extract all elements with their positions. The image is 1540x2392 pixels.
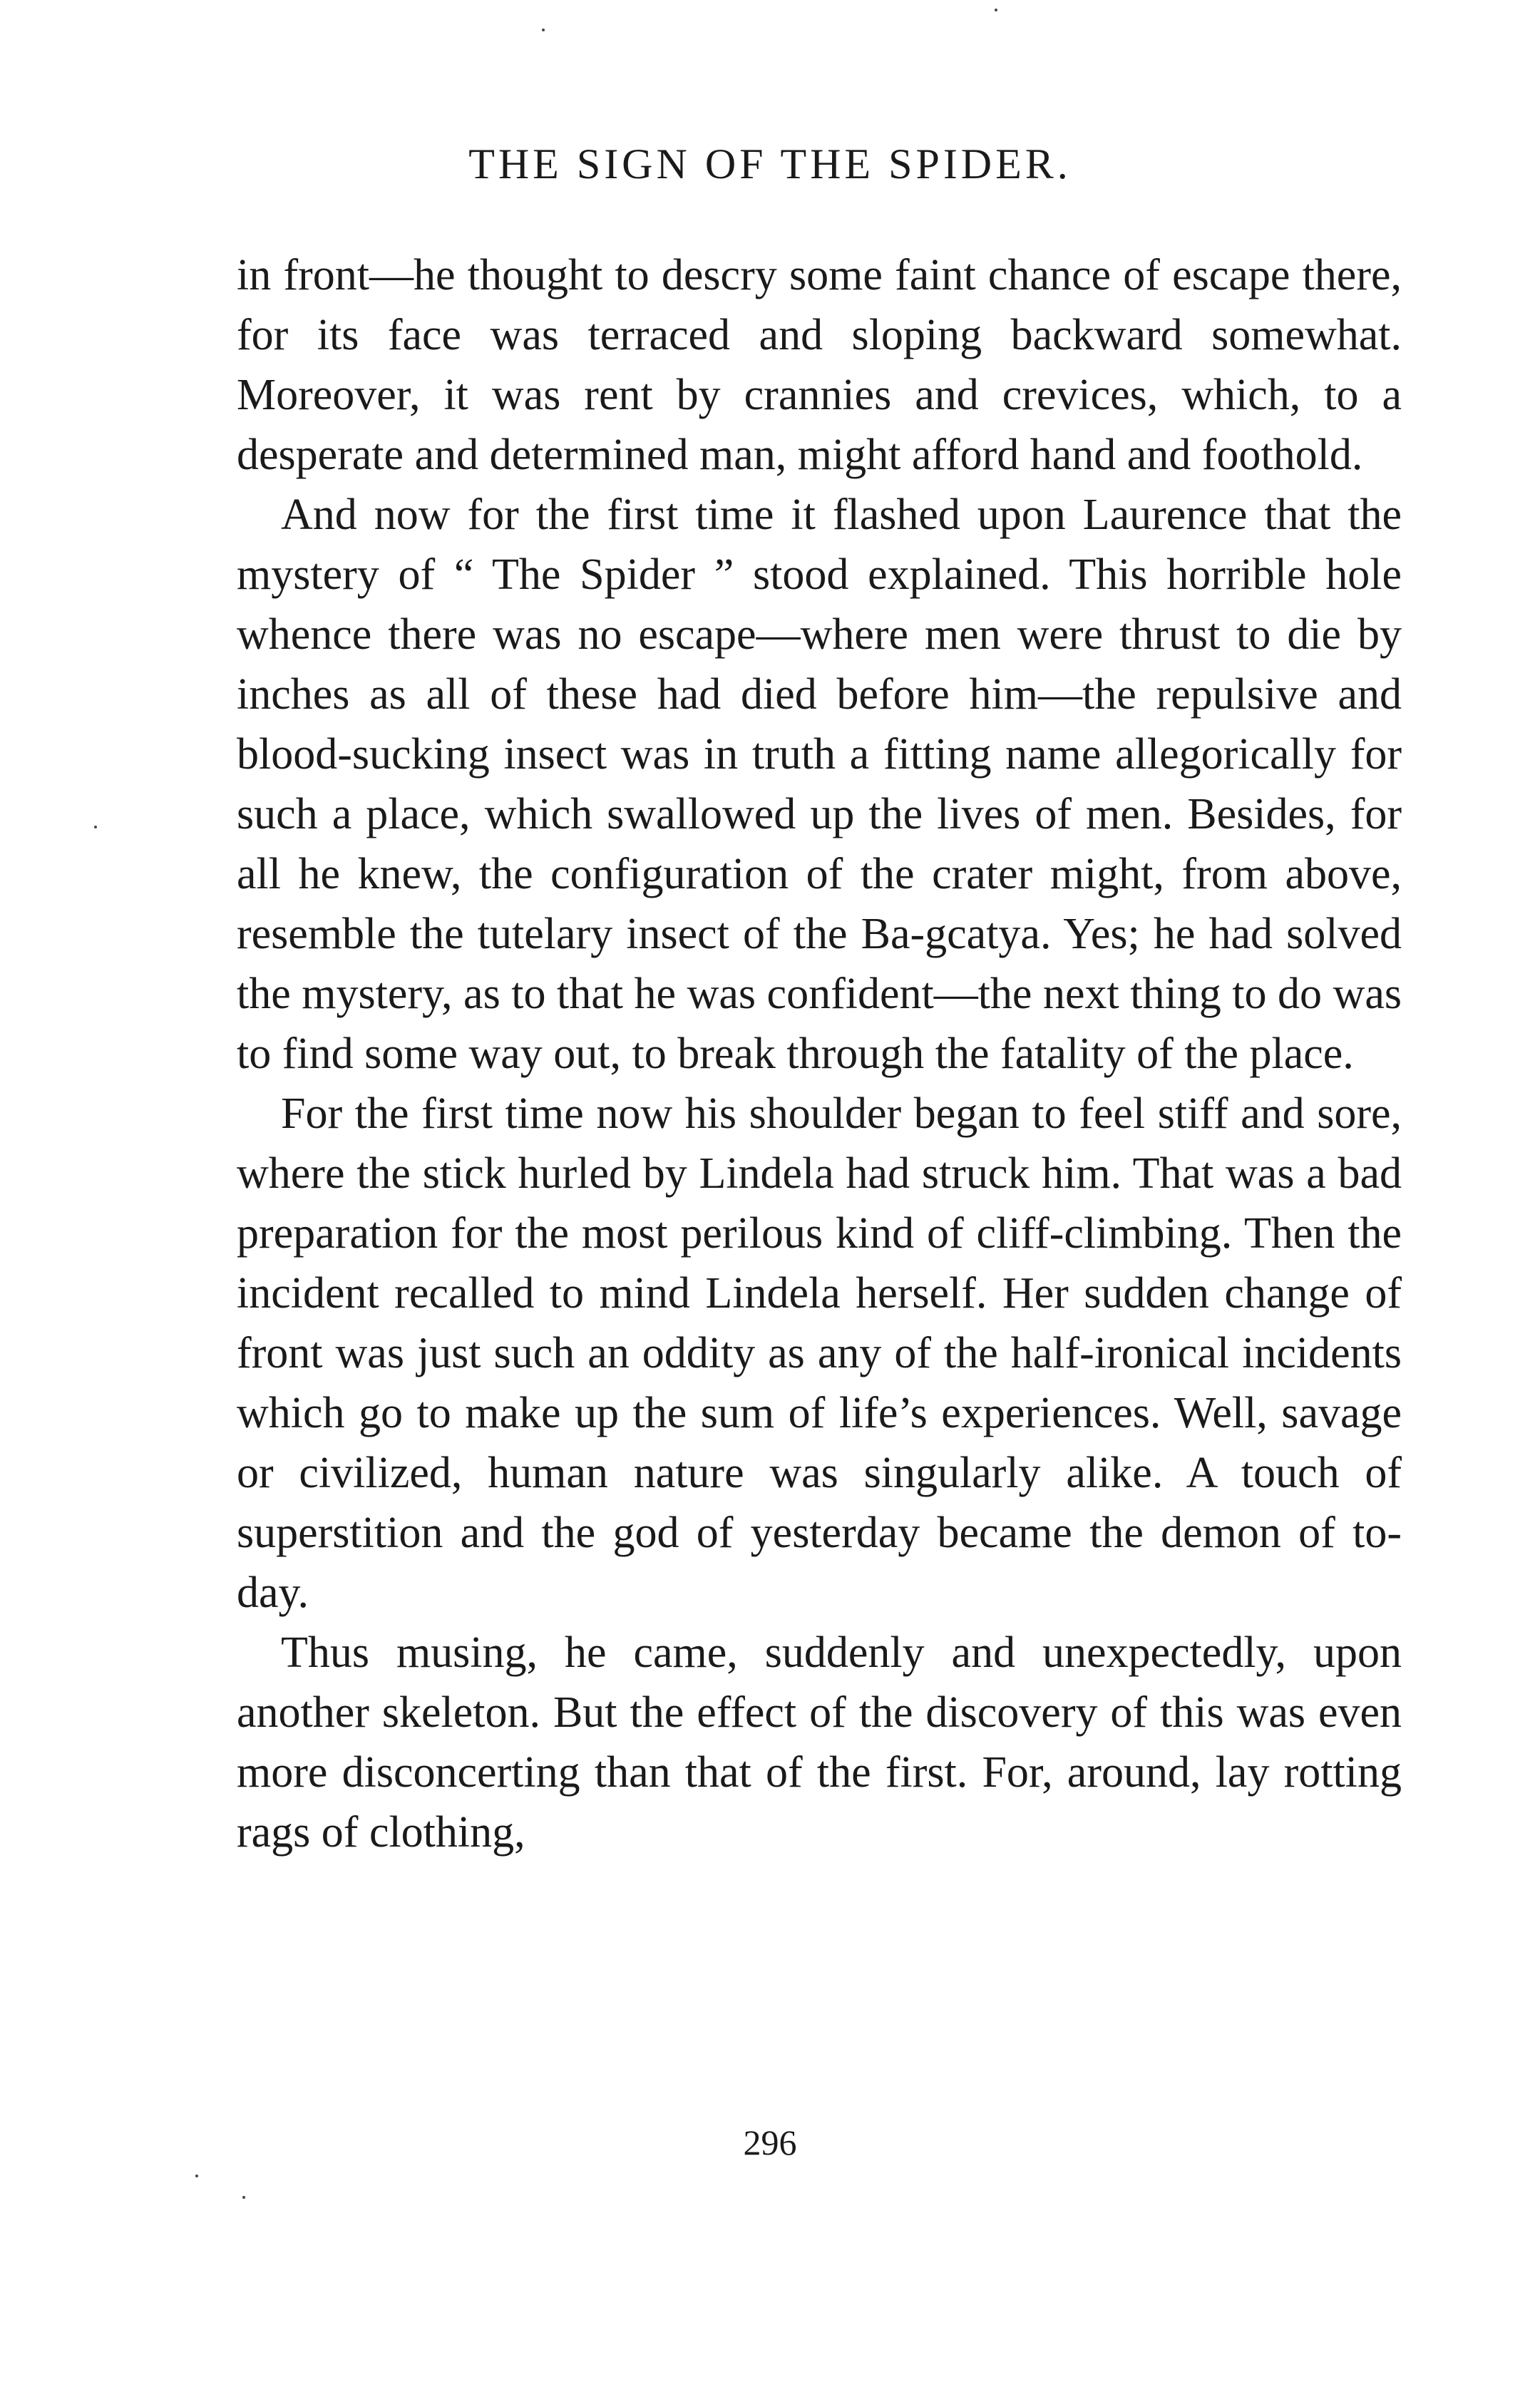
paragraph: And now for the first time it flashed upon Laurence that the mystery of “ The Spider ” stood explained. This horrible hole whence there was no escape—where men were thrust to die by inches as all of these had died before him—the repulsive and blood-sucking insect was in truth a fitting name allegorically for such a place, which swallowed up the lives of men. Besides, for all he knew, the configuration of the crater might, from above, resemble the tutelary insect of the Ba-gcatya. Yes; he had solved the mystery, as to that he was confident—the next thing to do was to find some way out, to break through the fatality of the place. [237, 491, 1402, 1078]
paragraph: For the first time now his shoulder began to feel stiff and sore, where the stick hurled by Lindela had struck him. That was a bad preparation for the most perilous kind of cliff-climbing. Then the incident recalled to mind Lindela herself. Her sudden change of front was just such an oddity as any of the half-ironical incidents which go to make up the sum of life’s experiences. Well, savage or civilized, human nature was singularly alike. A touch of superstition and the god of yesterday became the demon of to-day. [237, 1089, 1402, 1617]
paper-speck [94, 826, 97, 828]
paper-speck [195, 2175, 198, 2177]
paper-speck [542, 29, 545, 31]
page-number: 296 [743, 2122, 797, 2162]
paper-speck [242, 2196, 245, 2199]
body-text [237, 245, 1402, 1862]
paragraph-continued: in front—he thought to descry some faint chance of escape there, for its face was terraced and sloping backward somewhat. Moreover, it was rent by crannies and crevices, which, to a desperate and determined man, might afford hand and foothold. [237, 251, 1402, 479]
paper-speck [995, 9, 997, 11]
paragraph: Thus musing, he came, suddenly and unexpectedly, upon another skeleton. But the effect of the discovery of this was even more disconcerting than that of the first. For, around, lay rotting rags of clothing, [237, 1628, 1402, 1857]
running-head-title: THE SIGN OF THE SPIDER. [468, 140, 1072, 188]
